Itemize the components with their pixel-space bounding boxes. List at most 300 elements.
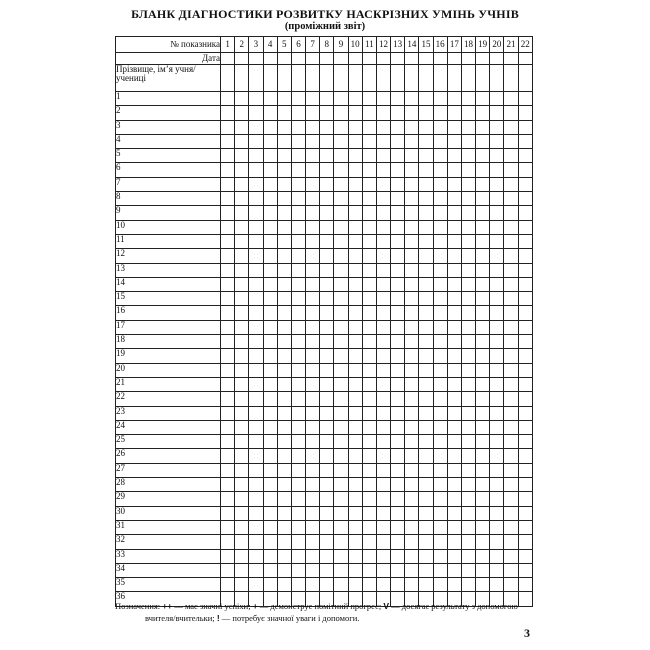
mark-cell <box>504 392 518 406</box>
mark-cell <box>376 249 390 263</box>
legend-text-line2: вчителя/вчительки; <box>145 613 217 623</box>
mark-cell <box>348 177 362 191</box>
mark-cell <box>362 220 376 234</box>
mark-cell <box>518 277 532 291</box>
mark-cell <box>376 349 390 363</box>
row-number: 7 <box>116 177 221 191</box>
mark-cell <box>490 206 504 220</box>
mark-cell <box>348 363 362 377</box>
mark-cell <box>405 292 419 306</box>
table-row <box>116 492 533 506</box>
mark-cell <box>433 220 447 234</box>
mark-cell <box>306 349 320 363</box>
mark-cell <box>263 506 277 520</box>
table-row <box>116 363 533 377</box>
mark-cell <box>249 220 263 234</box>
mark-cell <box>433 549 447 563</box>
mark-cell <box>419 420 433 434</box>
mark-cell <box>306 206 320 220</box>
mark-cell <box>277 392 291 406</box>
row-number: 23 <box>116 406 221 420</box>
mark-cell <box>405 506 419 520</box>
mark-cell <box>306 192 320 206</box>
mark-cell <box>391 449 405 463</box>
mark-cell <box>291 292 305 306</box>
mark-cell <box>433 92 447 106</box>
mark-cell <box>376 220 390 234</box>
mark-cell <box>291 349 305 363</box>
mark-cell <box>306 120 320 134</box>
mark-cell <box>291 65 305 92</box>
mark-cell <box>320 220 334 234</box>
mark-cell <box>277 578 291 592</box>
mark-cell <box>405 134 419 148</box>
mark-cell <box>405 163 419 177</box>
mark-cell <box>476 492 490 506</box>
mark-cell <box>320 549 334 563</box>
mark-cell <box>348 263 362 277</box>
mark-cell <box>235 377 249 391</box>
mark-cell <box>263 134 277 148</box>
mark-cell <box>376 363 390 377</box>
mark-cell <box>490 163 504 177</box>
mark-cell <box>433 106 447 120</box>
mark-cell <box>405 149 419 163</box>
mark-cell <box>362 134 376 148</box>
mark-cell <box>461 478 475 492</box>
mark-cell <box>348 249 362 263</box>
mark-cell <box>235 578 249 592</box>
mark-cell <box>362 120 376 134</box>
mark-cell <box>391 220 405 234</box>
mark-cell <box>518 349 532 363</box>
mark-cell <box>461 492 475 506</box>
mark-cell <box>277 335 291 349</box>
mark-cell <box>235 277 249 291</box>
mark-cell <box>461 463 475 477</box>
mark-cell <box>277 506 291 520</box>
row-number: 26 <box>116 449 221 463</box>
row-number: 5 <box>116 149 221 163</box>
mark-cell <box>235 65 249 92</box>
mark-cell <box>348 492 362 506</box>
mark-cell <box>419 277 433 291</box>
mark-cell <box>263 335 277 349</box>
mark-cell <box>348 335 362 349</box>
mark-cell <box>249 106 263 120</box>
date-cell <box>235 53 249 65</box>
mark-cell <box>476 392 490 406</box>
mark-cell <box>263 578 277 592</box>
mark-cell <box>320 463 334 477</box>
mark-cell <box>447 263 461 277</box>
mark-cell <box>447 249 461 263</box>
mark-cell <box>334 249 348 263</box>
mark-cell <box>405 206 419 220</box>
mark-cell <box>348 420 362 434</box>
table-row <box>116 249 533 263</box>
mark-cell <box>376 177 390 191</box>
mark-cell <box>348 563 362 577</box>
mark-cell <box>348 320 362 334</box>
date-cell <box>476 53 490 65</box>
mark-cell <box>263 106 277 120</box>
mark-cell <box>504 163 518 177</box>
legend-text-3: — досягає результату з допомогою <box>389 601 518 611</box>
mark-cell <box>391 549 405 563</box>
row-number: 21 <box>116 377 221 391</box>
indicator-number: 15 <box>419 37 433 53</box>
mark-cell <box>362 406 376 420</box>
mark-cell <box>518 106 532 120</box>
mark-cell <box>291 420 305 434</box>
mark-cell <box>391 277 405 291</box>
mark-cell <box>291 463 305 477</box>
mark-cell <box>235 335 249 349</box>
mark-cell <box>461 134 475 148</box>
mark-cell <box>362 420 376 434</box>
mark-cell <box>433 520 447 534</box>
mark-cell <box>476 406 490 420</box>
mark-cell <box>405 492 419 506</box>
mark-cell <box>518 535 532 549</box>
mark-cell <box>504 435 518 449</box>
mark-cell <box>249 349 263 363</box>
indicator-label: № показника <box>116 37 221 53</box>
mark-cell <box>419 120 433 134</box>
mark-cell <box>433 578 447 592</box>
mark-cell <box>221 478 235 492</box>
mark-cell <box>461 392 475 406</box>
mark-cell <box>362 549 376 563</box>
row-number: 36 <box>116 592 221 606</box>
mark-cell <box>504 263 518 277</box>
row-number: 32 <box>116 535 221 549</box>
mark-cell <box>263 377 277 391</box>
mark-cell <box>348 149 362 163</box>
mark-cell <box>277 306 291 320</box>
mark-cell <box>320 449 334 463</box>
row-number: 35 <box>116 578 221 592</box>
mark-cell <box>476 478 490 492</box>
mark-cell <box>419 506 433 520</box>
mark-cell <box>447 392 461 406</box>
mark-cell <box>221 120 235 134</box>
table-row <box>116 106 533 120</box>
mark-cell <box>348 535 362 549</box>
mark-cell <box>447 320 461 334</box>
mark-cell <box>306 492 320 506</box>
mark-cell <box>334 149 348 163</box>
mark-cell <box>518 563 532 577</box>
mark-cell <box>405 335 419 349</box>
mark-cell <box>419 206 433 220</box>
mark-cell <box>221 320 235 334</box>
mark-cell <box>306 520 320 534</box>
mark-cell <box>334 463 348 477</box>
mark-cell <box>291 263 305 277</box>
mark-cell <box>447 478 461 492</box>
mark-cell <box>348 506 362 520</box>
mark-cell <box>405 449 419 463</box>
mark-cell <box>419 478 433 492</box>
mark-cell <box>476 192 490 206</box>
date-cell <box>405 53 419 65</box>
mark-cell <box>263 65 277 92</box>
mark-cell <box>277 349 291 363</box>
mark-cell <box>291 492 305 506</box>
mark-cell <box>490 377 504 391</box>
mark-cell <box>249 363 263 377</box>
mark-cell <box>320 406 334 420</box>
mark-cell <box>376 535 390 549</box>
mark-cell <box>376 578 390 592</box>
mark-cell <box>461 277 475 291</box>
mark-cell <box>476 377 490 391</box>
mark-cell <box>291 249 305 263</box>
mark-cell <box>348 306 362 320</box>
indicator-number: 9 <box>334 37 348 53</box>
mark-cell <box>334 492 348 506</box>
date-cell <box>334 53 348 65</box>
indicator-number: 12 <box>376 37 390 53</box>
mark-cell <box>348 163 362 177</box>
mark-cell <box>447 65 461 92</box>
mark-cell <box>490 335 504 349</box>
mark-cell <box>362 249 376 263</box>
mark-cell <box>249 249 263 263</box>
indicator-number: 13 <box>391 37 405 53</box>
mark-cell <box>362 535 376 549</box>
row-number: 28 <box>116 478 221 492</box>
mark-cell <box>461 506 475 520</box>
mark-cell <box>362 335 376 349</box>
legend-line-2 <box>115 612 535 624</box>
mark-cell <box>490 535 504 549</box>
mark-cell <box>376 377 390 391</box>
date-cell <box>263 53 277 65</box>
mark-cell <box>504 520 518 534</box>
mark-cell <box>391 120 405 134</box>
mark-cell <box>376 420 390 434</box>
mark-cell <box>391 363 405 377</box>
mark-cell <box>249 65 263 92</box>
mark-cell <box>476 363 490 377</box>
mark-cell <box>235 163 249 177</box>
mark-cell <box>447 363 461 377</box>
mark-cell <box>320 535 334 549</box>
row-number: 33 <box>116 549 221 563</box>
mark-cell <box>419 306 433 320</box>
mark-cell <box>419 292 433 306</box>
mark-cell <box>476 506 490 520</box>
mark-cell <box>221 435 235 449</box>
mark-cell <box>249 449 263 463</box>
mark-cell <box>461 92 475 106</box>
mark-cell <box>334 177 348 191</box>
mark-cell <box>362 449 376 463</box>
mark-cell <box>391 420 405 434</box>
mark-cell <box>362 234 376 248</box>
mark-cell <box>334 277 348 291</box>
mark-cell <box>348 392 362 406</box>
mark-cell <box>391 92 405 106</box>
mark-cell <box>419 535 433 549</box>
mark-cell <box>419 563 433 577</box>
row-number: 9 <box>116 206 221 220</box>
mark-cell <box>306 449 320 463</box>
mark-cell <box>249 563 263 577</box>
mark-cell <box>320 292 334 306</box>
mark-cell <box>419 192 433 206</box>
mark-cell <box>334 578 348 592</box>
mark-cell <box>334 335 348 349</box>
mark-cell <box>391 306 405 320</box>
mark-cell <box>504 578 518 592</box>
indicator-number: 19 <box>476 37 490 53</box>
mark-cell <box>334 263 348 277</box>
mark-cell <box>348 520 362 534</box>
mark-cell <box>221 520 235 534</box>
mark-cell <box>334 206 348 220</box>
mark-cell <box>419 349 433 363</box>
mark-cell <box>419 134 433 148</box>
mark-cell <box>320 277 334 291</box>
mark-cell <box>306 263 320 277</box>
mark-cell <box>362 292 376 306</box>
mark-cell <box>334 320 348 334</box>
mark-cell <box>320 377 334 391</box>
mark-cell <box>362 349 376 363</box>
mark-cell <box>405 306 419 320</box>
mark-cell <box>391 377 405 391</box>
mark-cell <box>433 349 447 363</box>
mark-cell <box>277 277 291 291</box>
mark-cell <box>291 435 305 449</box>
mark-cell <box>504 92 518 106</box>
mark-cell <box>490 92 504 106</box>
mark-cell <box>433 463 447 477</box>
mark-cell <box>447 335 461 349</box>
mark-cell <box>306 234 320 248</box>
mark-cell <box>320 435 334 449</box>
page-number: 3 <box>524 626 530 640</box>
mark-cell <box>490 306 504 320</box>
mark-cell <box>320 134 334 148</box>
mark-cell <box>249 177 263 191</box>
mark-cell <box>334 234 348 248</box>
mark-cell <box>362 563 376 577</box>
mark-cell <box>277 320 291 334</box>
mark-cell <box>518 492 532 506</box>
mark-cell <box>320 149 334 163</box>
mark-cell <box>391 149 405 163</box>
mark-cell <box>221 65 235 92</box>
mark-cell <box>433 163 447 177</box>
mark-cell <box>277 463 291 477</box>
mark-cell <box>249 520 263 534</box>
mark-cell <box>447 134 461 148</box>
mark-cell <box>461 420 475 434</box>
mark-cell <box>263 349 277 363</box>
mark-cell <box>291 535 305 549</box>
mark-cell <box>433 535 447 549</box>
mark-cell <box>235 220 249 234</box>
mark-cell <box>504 177 518 191</box>
mark-cell <box>391 578 405 592</box>
mark-cell <box>391 192 405 206</box>
mark-cell <box>461 535 475 549</box>
mark-cell <box>433 320 447 334</box>
mark-cell <box>376 163 390 177</box>
mark-cell <box>433 277 447 291</box>
mark-cell <box>291 506 305 520</box>
mark-cell <box>291 234 305 248</box>
table-row <box>116 420 533 434</box>
mark-cell <box>476 449 490 463</box>
mark-cell <box>476 149 490 163</box>
mark-cell <box>263 120 277 134</box>
mark-cell <box>405 363 419 377</box>
date-cell <box>306 53 320 65</box>
mark-cell <box>348 106 362 120</box>
mark-cell <box>405 92 419 106</box>
indicator-number: 6 <box>291 37 305 53</box>
mark-cell <box>433 363 447 377</box>
mark-cell <box>461 335 475 349</box>
table-row <box>116 263 533 277</box>
mark-cell <box>235 435 249 449</box>
table-row <box>116 578 533 592</box>
mark-cell <box>490 549 504 563</box>
indicator-number: 22 <box>518 37 532 53</box>
mark-cell <box>447 292 461 306</box>
mark-cell <box>277 220 291 234</box>
mark-cell <box>518 92 532 106</box>
mark-cell <box>221 134 235 148</box>
mark-cell <box>249 163 263 177</box>
mark-cell <box>476 263 490 277</box>
mark-cell <box>476 234 490 248</box>
mark-cell <box>291 478 305 492</box>
mark-cell <box>391 492 405 506</box>
mark-cell <box>249 420 263 434</box>
mark-cell <box>419 492 433 506</box>
mark-cell <box>277 163 291 177</box>
date-cell <box>348 53 362 65</box>
date-cell <box>433 53 447 65</box>
mark-cell <box>306 163 320 177</box>
mark-cell <box>504 492 518 506</box>
mark-cell <box>405 549 419 563</box>
mark-cell <box>461 292 475 306</box>
mark-cell <box>291 206 305 220</box>
mark-cell <box>518 177 532 191</box>
mark-cell <box>291 149 305 163</box>
mark-cell <box>447 463 461 477</box>
header-row-dates <box>116 53 533 65</box>
mark-cell <box>461 249 475 263</box>
mark-cell <box>277 120 291 134</box>
mark-cell <box>221 349 235 363</box>
mark-cell <box>419 520 433 534</box>
mark-cell <box>433 306 447 320</box>
mark-cell <box>518 363 532 377</box>
mark-cell <box>476 320 490 334</box>
mark-cell <box>263 320 277 334</box>
mark-cell <box>490 478 504 492</box>
mark-cell <box>376 149 390 163</box>
